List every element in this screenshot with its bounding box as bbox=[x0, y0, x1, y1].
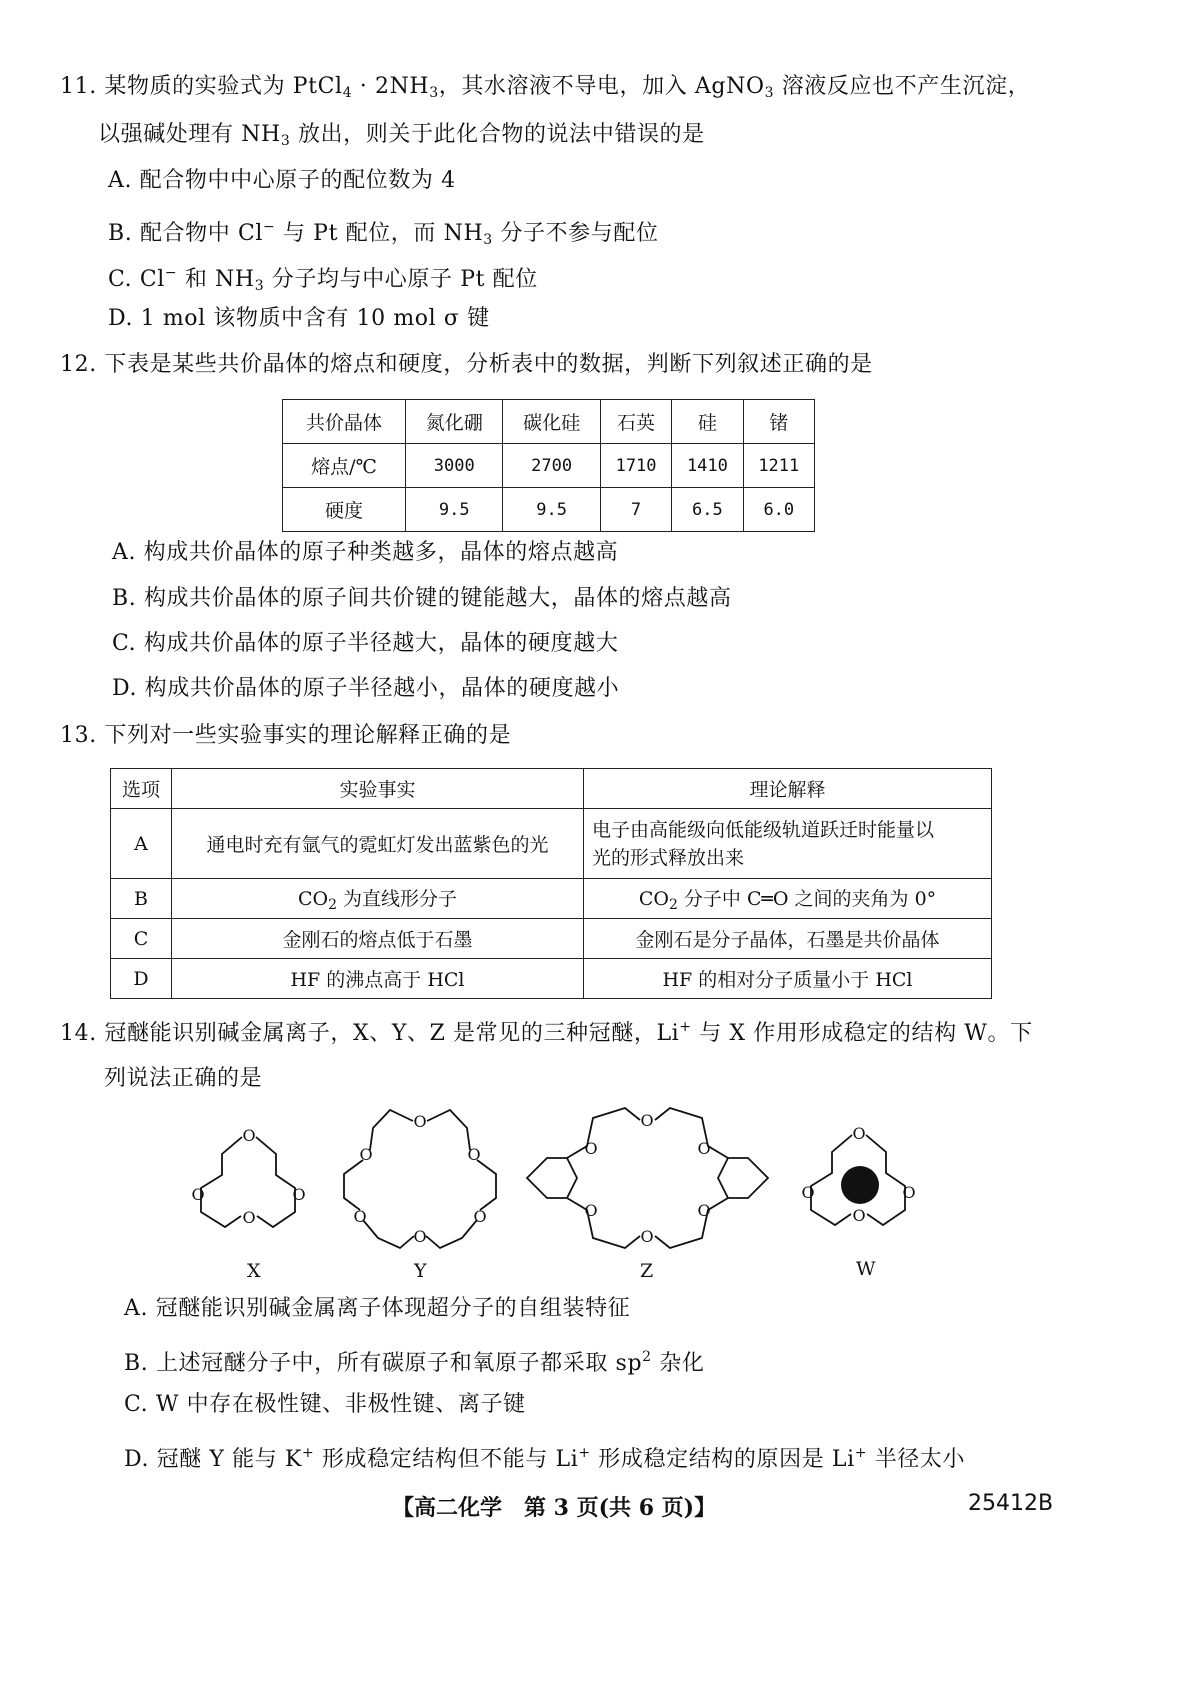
oxygen-atom-label: O bbox=[697, 1139, 711, 1158]
superscript: − bbox=[263, 219, 276, 235]
fact-text: 为直线形分子 bbox=[337, 888, 458, 910]
table-header-cell: 理论解释 bbox=[584, 769, 992, 809]
q11-stem-text: ，其水溶液不导电，加入 AgNO bbox=[438, 74, 765, 99]
q11-stem-text: 放出，则关于此化合物的说法中错误的是 bbox=[290, 122, 705, 147]
option-text: D. 冠醚 Y 能与 K bbox=[124, 1447, 302, 1472]
q13-stem: 13. 下列对一些实验事实的理论解释正确的是 bbox=[60, 723, 512, 748]
exam-code: 25412B bbox=[968, 1491, 1054, 1516]
oxygen-atom-label: O bbox=[801, 1183, 815, 1202]
option-text: C. Cl bbox=[108, 267, 165, 292]
option-text: 形成稳定结构但不能与 Li bbox=[314, 1447, 579, 1472]
table-cell: 1211 bbox=[743, 444, 814, 488]
superscript: − bbox=[164, 265, 178, 281]
q11-stem-text: 溶液反应也不产生沉淀， bbox=[774, 74, 1031, 99]
option-text: 半径太小 bbox=[867, 1447, 966, 1472]
subscript: 3 bbox=[764, 85, 775, 101]
q11-option-c bbox=[108, 258, 538, 301]
subscript: 2 bbox=[668, 897, 678, 913]
table-cell: 锗 bbox=[743, 400, 814, 444]
oxygen-atom-label: O bbox=[292, 1185, 306, 1204]
q14-option-a: A. 冠醚能识别碱金属离子体现超分子的自组装特征 bbox=[124, 1296, 631, 1321]
q12-option-a: A. 构成共价晶体的原子种类越多，晶体的熔点越高 bbox=[112, 540, 619, 565]
option-text: 杂化 bbox=[651, 1351, 705, 1376]
table-cell: 熔点/℃ bbox=[283, 444, 406, 488]
subscript: 3 bbox=[254, 278, 265, 294]
table-cell bbox=[584, 879, 992, 919]
table-cell bbox=[584, 809, 992, 879]
q11-stem-text: 以强碱处理有 NH bbox=[98, 122, 281, 147]
superscript: + bbox=[854, 1445, 868, 1461]
oxygen-atom-label: O bbox=[242, 1126, 256, 1145]
table-cell: HF 的相对分子质量小于 HCl bbox=[584, 959, 992, 999]
table-cell: 碳化硅 bbox=[503, 400, 600, 444]
table-cell: 6.0 bbox=[743, 488, 814, 532]
table-row bbox=[111, 919, 992, 959]
lithium-ion bbox=[841, 1166, 879, 1204]
table-cell: 9.5 bbox=[406, 488, 503, 532]
q13-table bbox=[110, 768, 992, 999]
crown-ether-z-structure bbox=[515, 1098, 780, 1258]
page-footer: 【高二化学 第 3 页(共 6 页)】 bbox=[392, 1495, 717, 1521]
q14-option-d bbox=[124, 1438, 965, 1475]
table-cell: HF 的沸点高于 HCl bbox=[172, 959, 584, 999]
table-cell: 6.5 bbox=[672, 488, 743, 532]
q12-option-b: B. 构成共价晶体的原子间共价键的键能越大，晶体的熔点越高 bbox=[112, 586, 732, 611]
q14-option-c: C. W 中存在极性键、非极性键、离子键 bbox=[124, 1392, 526, 1417]
table-cell: 1410 bbox=[672, 444, 743, 488]
subscript: 2 bbox=[328, 897, 337, 913]
table-row bbox=[283, 400, 815, 444]
subscript: 3 bbox=[483, 232, 493, 248]
table-row bbox=[111, 879, 992, 919]
table-cell: 金刚石是分子晶体，石墨是共价晶体 bbox=[584, 919, 992, 959]
superscript: + bbox=[578, 1445, 591, 1461]
fact-text: CO bbox=[297, 888, 329, 910]
table-cell: 共价晶体 bbox=[283, 400, 406, 444]
table-cell: 7 bbox=[600, 488, 671, 532]
table-cell: 1710 bbox=[600, 444, 671, 488]
superscript: + bbox=[679, 1019, 692, 1035]
option-text: 分子不参与配位 bbox=[492, 221, 659, 246]
table-row bbox=[283, 488, 815, 532]
label-z: Z bbox=[640, 1260, 654, 1282]
q11-stem-text: · 2NH bbox=[352, 74, 430, 99]
table-header-cell: 选项 bbox=[111, 769, 172, 809]
explanation-text: 电子由高能级向低能级轨道跃迁时能量以 bbox=[592, 818, 935, 841]
q11-option-a: A. 配合物中中心原子的配位数为 4 bbox=[108, 168, 456, 193]
table-row bbox=[111, 809, 992, 879]
oxygen-atom-label: O bbox=[242, 1208, 256, 1227]
oxygen-atom-label: O bbox=[697, 1201, 711, 1220]
q12-option-c: C. 构成共价晶体的原子半径越大，晶体的硬度越大 bbox=[112, 631, 619, 656]
oxygen-atom-label: O bbox=[584, 1139, 598, 1158]
label-w: W bbox=[856, 1258, 876, 1280]
oxygen-atom-label: O bbox=[353, 1207, 367, 1226]
q11-option-d: D. 1 mol 该物质中含有 10 mol σ 键 bbox=[108, 306, 490, 331]
table-cell: 石英 bbox=[600, 400, 671, 444]
oxygen-atom-label: O bbox=[640, 1111, 654, 1130]
q11-option-b bbox=[108, 212, 659, 255]
option-text: 形成稳定结构的原因是 Li bbox=[590, 1447, 855, 1472]
oxygen-atom-label: O bbox=[467, 1145, 481, 1164]
crown-ether-w-structure bbox=[795, 1118, 935, 1248]
q14-stem-text: 与 X 作用形成稳定的结构 W。下 bbox=[691, 1021, 1033, 1046]
oxygen-atom-label: O bbox=[359, 1145, 373, 1164]
oxygen-atom-label: O bbox=[413, 1112, 427, 1131]
q12-table bbox=[282, 399, 815, 532]
table-cell bbox=[172, 879, 584, 919]
crown-ether-x-structure bbox=[185, 1120, 325, 1250]
superscript: 2 bbox=[642, 1349, 652, 1365]
table-cell: 硬度 bbox=[283, 488, 406, 532]
table-cell: 2700 bbox=[503, 444, 600, 488]
explanation-text: 光的形式释放出来 bbox=[592, 846, 745, 869]
subscript: 4 bbox=[342, 85, 353, 101]
explanation-text: 分子中 C═O 之间的夹角为 0° bbox=[677, 888, 937, 910]
option-text: 分子均与中心原子 Pt 配位 bbox=[264, 267, 538, 292]
label-y: Y bbox=[414, 1260, 427, 1282]
table-cell: 3000 bbox=[406, 444, 503, 488]
oxygen-atom-label: O bbox=[413, 1227, 427, 1246]
q11-stem-line1 bbox=[60, 72, 1030, 108]
table-cell: B bbox=[111, 879, 172, 919]
superscript: + bbox=[301, 1445, 315, 1461]
option-text: B. 配合物中 Cl bbox=[108, 221, 264, 246]
q12-option-d: D. 构成共价晶体的原子半径越小，晶体的硬度越小 bbox=[112, 676, 620, 701]
q14-option-b bbox=[124, 1342, 704, 1379]
crown-ether-y-structure bbox=[330, 1098, 510, 1258]
table-header-cell: 实验事实 bbox=[172, 769, 584, 809]
q11-stem-text: 11. 某物质的实验式为 PtCl bbox=[60, 74, 343, 99]
explanation-text: CO bbox=[638, 888, 669, 910]
label-x: X bbox=[247, 1260, 261, 1282]
q14-stem-line1 bbox=[60, 1012, 1033, 1049]
table-cell: C bbox=[111, 919, 172, 959]
q12-stem: 12. 下表是某些共价晶体的熔点和硬度，分析表中的数据，判断下列叙述正确的是 bbox=[60, 352, 873, 377]
table-row bbox=[111, 959, 992, 999]
table-cell: D bbox=[111, 959, 172, 999]
table-cell: 硅 bbox=[672, 400, 743, 444]
q11-stem-line2 bbox=[98, 120, 705, 156]
table-cell: 金刚石的熔点低于石墨 bbox=[172, 919, 584, 959]
table-row bbox=[283, 444, 815, 488]
oxygen-atom-label: O bbox=[852, 1124, 866, 1143]
table-cell: 9.5 bbox=[503, 488, 600, 532]
q14-stem-line2: 列说法正确的是 bbox=[104, 1066, 263, 1091]
subscript: 3 bbox=[280, 133, 291, 149]
oxygen-atom-label: O bbox=[640, 1227, 654, 1246]
table-cell: 氮化硼 bbox=[406, 400, 503, 444]
table-cell: A bbox=[111, 809, 172, 879]
q14-stem-text: 14. 冠醚能识别碱金属离子，X、Y、Z 是常见的三种冠醚，Li bbox=[60, 1021, 680, 1046]
option-text: 与 Pt 配位，而 NH bbox=[275, 221, 484, 246]
oxygen-atom-label: O bbox=[191, 1185, 205, 1204]
oxygen-atom-label: O bbox=[584, 1201, 598, 1220]
table-row bbox=[111, 769, 992, 809]
option-text: 和 NH bbox=[177, 267, 255, 292]
option-text: B. 上述冠醚分子中，所有碳原子和氧原子都采取 sp bbox=[124, 1351, 643, 1376]
subscript: 3 bbox=[429, 85, 439, 101]
oxygen-atom-label: O bbox=[852, 1206, 866, 1225]
table-cell: 通电时充有氩气的霓虹灯发出蓝紫色的光 bbox=[172, 809, 584, 879]
oxygen-atom-label: O bbox=[473, 1207, 487, 1226]
oxygen-atom-label: O bbox=[902, 1183, 916, 1202]
